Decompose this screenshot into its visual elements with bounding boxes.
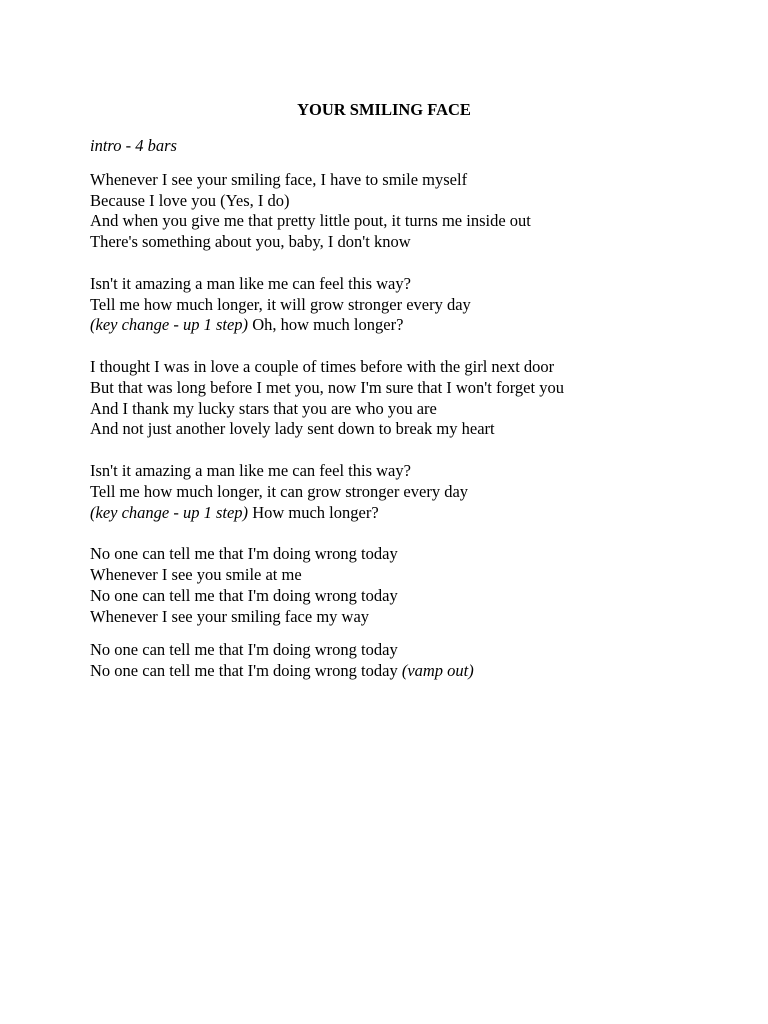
lyric-line: No one can tell me that I'm doing wrong today bbox=[90, 585, 398, 605]
lyric-line: Whenever I see your smiling face, I have to smile myself bbox=[90, 169, 468, 189]
verse-1 bbox=[90, 170, 690, 253]
lyric-line: No one can tell me that I'm doing wrong today bbox=[90, 544, 398, 564]
lyric-line: Because I love you (Yes, I do) bbox=[90, 190, 290, 210]
key-change-note: (key change - up 1 step) bbox=[90, 315, 249, 335]
lyric-text: Oh, how much longer? bbox=[248, 315, 404, 335]
outro bbox=[90, 640, 690, 682]
lyric-line: And not just another lovely lady sent down to break my heart bbox=[90, 419, 495, 439]
lyric-text: How much longer? bbox=[248, 502, 379, 522]
key-change-note: (key change - up 1 step) bbox=[90, 502, 249, 522]
song-title: YOUR SMILING FACE bbox=[297, 100, 471, 119]
lyric-line: Whenever I see you smile at me bbox=[90, 564, 302, 584]
intro-note: intro - 4 bars bbox=[90, 136, 177, 155]
lyric-line: No one can tell me that I'm doing wrong today bbox=[90, 640, 398, 660]
lyric-line: But that was long before I met you, now I'm sure that I won't forget you bbox=[90, 377, 564, 397]
lyric-line: And when you give me that pretty little pout, it turns me inside out bbox=[90, 211, 531, 231]
lyric-line: Isn't it amazing a man like me can feel this way? bbox=[90, 273, 411, 293]
lyric-line-with-note bbox=[90, 503, 690, 524]
lyric-line: Whenever I see your smiling face my way bbox=[90, 606, 370, 626]
lyric-line: There's something about you, baby, I don't know bbox=[90, 232, 411, 252]
lyric-line: Tell me how much longer, it can grow stronger every day bbox=[90, 481, 469, 501]
lyric-line: And I thank my lucky stars that you are who you are bbox=[90, 398, 437, 418]
lyric-line-with-note bbox=[90, 661, 690, 682]
bridge bbox=[90, 544, 690, 627]
lyric-line: Isn't it amazing a man like me can feel this way? bbox=[90, 460, 411, 480]
lyric-line: I thought I was in love a couple of times before with the girl next door bbox=[90, 356, 555, 376]
verse-2 bbox=[90, 357, 690, 440]
lyrics-document bbox=[90, 98, 690, 703]
vamp-out-note: (vamp out) bbox=[401, 661, 474, 681]
chorus-1 bbox=[90, 274, 690, 336]
lyric-line-with-note bbox=[90, 315, 690, 336]
chorus-2 bbox=[90, 461, 690, 523]
lyric-line: Tell me how much longer, it will grow stronger every day bbox=[90, 294, 471, 314]
lyric-text: No one can tell me that I'm doing wrong today bbox=[90, 661, 402, 681]
